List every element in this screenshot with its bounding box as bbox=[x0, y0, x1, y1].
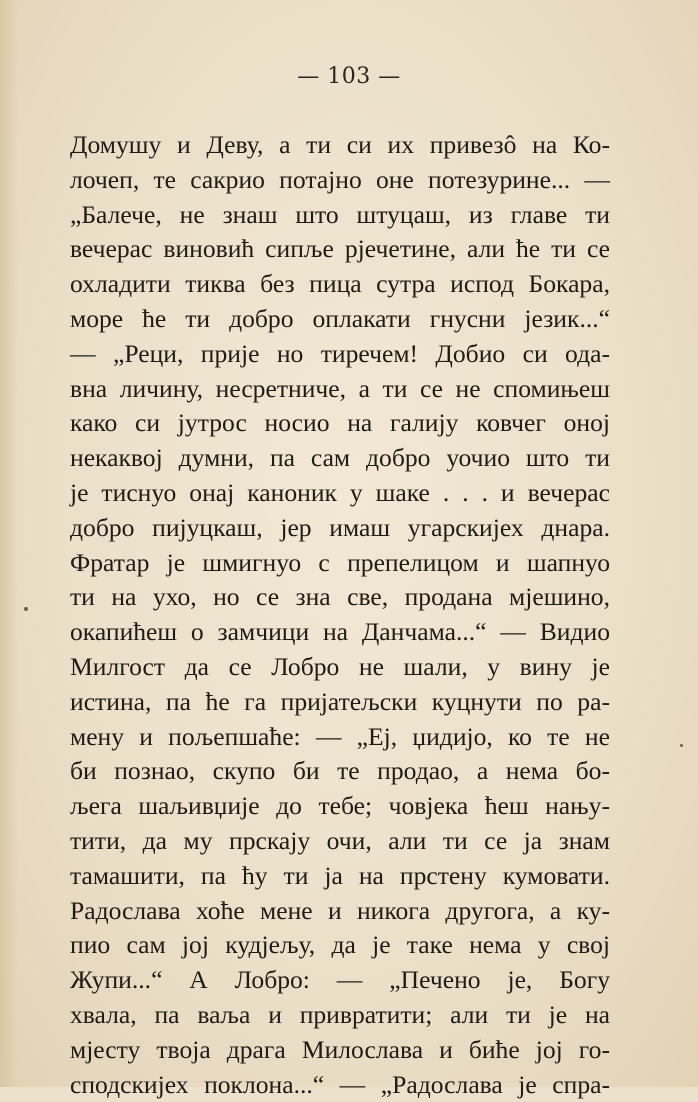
page-number: — 103 — bbox=[297, 64, 401, 89]
text-line: како си јутрос носио на галију ковчег оној bbox=[70, 408, 610, 438]
text-line: ти на ухо, но се зна све, продана мјешино, bbox=[70, 582, 610, 612]
body-text bbox=[70, 128, 610, 1102]
text-line: — „Реци, прије но тиречем! Добио си ода- bbox=[70, 338, 610, 368]
text-line: море ће ти добро оплакати гнусни језик...“ bbox=[70, 303, 610, 333]
page-edge-shadow bbox=[0, 0, 18, 1087]
text-line: Милгост да се Лобро не шали, у вину је bbox=[70, 651, 610, 681]
text-line: је тиснуо онај каноник у шаке . . . и вечерас bbox=[70, 477, 610, 507]
text-line: вечерас виновић сипље рјечетине, али ће ти се bbox=[70, 234, 610, 264]
text-line: истина, па ће га пријатељски куцнути по ра- bbox=[70, 686, 610, 716]
text-line: некаквој думни, па сам добро уочио што ти bbox=[70, 443, 610, 473]
paper-speck bbox=[680, 744, 683, 747]
text-line: Жупи...“ А Лобро: — „Печено је, Богу bbox=[70, 965, 610, 995]
text-line: љега шаљивџије до тебе; човјека ћеш нању- bbox=[70, 791, 610, 821]
text-line: Радослава хоће мене и никога другога, а ку- bbox=[70, 895, 610, 925]
text-line: тамашити, па ћу ти ја на прстену кумовати. bbox=[70, 860, 610, 890]
text-line: сподскијех поклона...“ — „Радослава је спра- bbox=[70, 1069, 610, 1099]
text-line: Фратар је шмигнуо с препелицом и шапнуо bbox=[70, 547, 610, 577]
text-line: „Балече, не знаш што штуцаш, из главе ти bbox=[70, 199, 610, 229]
text-line: мену и пољепшаће: — „Еј, џидијо, ко те не bbox=[70, 721, 610, 751]
paper-speck bbox=[24, 607, 28, 611]
text-line: окапићеш о замчици на Данчама...“ — Видио bbox=[70, 617, 610, 647]
text-line: вна личину, несретниче, а ти се не спомињеш bbox=[70, 373, 610, 403]
text-line: би познао, скупо би те продао, а нема бо- bbox=[70, 756, 610, 786]
text-line: тити, да му прскају очи, али ти се ја знам bbox=[70, 825, 610, 855]
text-line: хвала, па ваља и привратити; али ти је на bbox=[70, 999, 610, 1029]
text-line: лочеп, те сакрио потајно оне потезурине... — bbox=[70, 164, 610, 194]
text-line: добро пијуцкаш, јер имаш угарскијех днара. bbox=[70, 512, 610, 542]
text-line: пио сам јој кудјељу, да је таке нема у свој bbox=[70, 930, 610, 960]
text-line: Домушу и Деву, а ти си их привезô на Ко- bbox=[70, 130, 610, 159]
text-line: охладити тиква без пица сутра испод Бокара, bbox=[70, 269, 610, 299]
text-line: мјесту твоја драга Милослава и биће јој го- bbox=[70, 1034, 610, 1064]
